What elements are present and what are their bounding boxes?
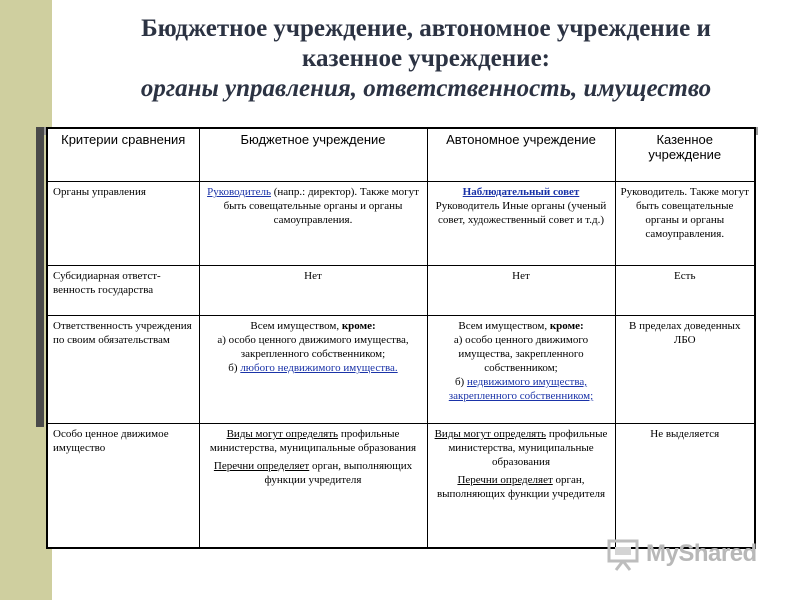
title-line-3: органы управления, ответственность, имущество	[140, 75, 712, 102]
left-decor-band	[0, 0, 52, 600]
budget-cell	[199, 182, 427, 266]
autonomous-except: кроме:	[549, 320, 584, 332]
autonomous-types-underlined: Виды могут определять	[434, 428, 547, 440]
budget-item-a: а) особо ценного движимого имущества, закрепленного собственником;	[217, 334, 409, 360]
left-decor-rule	[36, 127, 44, 427]
table-row	[47, 182, 755, 266]
budget-item-b-link[interactable]: любого недвижимого имущества.	[240, 362, 398, 374]
autonomous-cell	[427, 424, 615, 548]
state-cell: Есть	[615, 266, 755, 316]
budget-except: кроме:	[341, 320, 376, 332]
header-budget: Бюджетное учреждение	[199, 128, 427, 182]
autonomous-lists-text: орган, выполняющих функции учредителя	[436, 474, 606, 500]
slide-title	[56, 14, 796, 104]
header-autonomous: Автономное учреждение	[427, 128, 615, 182]
autonomous-item-b-link[interactable]: недвижимого имущества, закрепленного собственником;	[448, 376, 594, 402]
autonomous-cell	[427, 182, 615, 266]
criterion-cell: Особо ценное движимое имущество	[47, 424, 199, 548]
comparison-table	[46, 127, 756, 549]
table-row	[47, 316, 755, 424]
budget-cell: Нет	[199, 266, 427, 316]
budget-lists-text: орган, выполняющих функции учредителя	[264, 460, 413, 486]
budget-item-b-prefix: б)	[228, 362, 241, 374]
criterion-cell: Ответственность учреждения по своим обязательствам	[47, 316, 199, 424]
budget-types-text: профильные министерства, муниципальные образования	[209, 428, 417, 454]
autonomous-cell	[427, 316, 615, 424]
autonomous-types-text: профильные министерства, муниципальные образования	[448, 428, 608, 468]
state-cell: Не выделяется	[615, 424, 755, 548]
table-header-row	[47, 128, 755, 182]
header-criteria: Критерии сравнения	[47, 128, 199, 182]
state-cell: Руководитель. Также могут быть совещательные органы и органы самоуправления.	[615, 182, 755, 266]
criterion-cell: Органы управления	[47, 182, 199, 266]
budget-cell	[199, 316, 427, 424]
budget-lists-underlined: Перечни определяет	[213, 460, 310, 472]
title-line-2: казенное учреждение:	[301, 45, 551, 72]
budget-types-underlined: Виды могут определять	[226, 428, 339, 440]
header-state: Казенное учреждение	[615, 128, 755, 182]
autonomous-lists-underlined: Перечни определяет	[457, 474, 553, 486]
watermark-text: MyShared	[646, 540, 757, 567]
budget-head-link[interactable]: Руководитель	[207, 186, 271, 198]
budget-text: (напр.: директор). Также могут быть совещательные органы и органы самоуправления.	[223, 186, 419, 226]
watermark-logo	[606, 537, 757, 571]
autonomous-item-a: а) особо ценного движимого имущества, закрепленного собственником;	[453, 334, 589, 374]
budget-cell	[199, 424, 427, 548]
table-row	[47, 266, 755, 316]
autonomous-lead: Всем имуществом,	[458, 320, 550, 332]
title-line-1: Бюджетное учреждение, автономное учреждение и	[141, 15, 711, 42]
autonomous-text: Руководитель Иные органы (ученый совет, художественный совет и т.д.)	[435, 200, 607, 226]
supervisory-board-link[interactable]: Наблюдательный совет	[462, 186, 580, 198]
table-row	[47, 424, 755, 548]
autonomous-item-b-prefix: б)	[454, 376, 467, 388]
autonomous-cell: Нет	[427, 266, 615, 316]
state-cell: В пределах доведенных ЛБО	[615, 316, 755, 424]
presentation-board-icon	[606, 537, 640, 571]
budget-lead: Всем имуществом,	[250, 320, 342, 332]
criterion-cell: Субсидиарная ответст-венность государства	[47, 266, 199, 316]
